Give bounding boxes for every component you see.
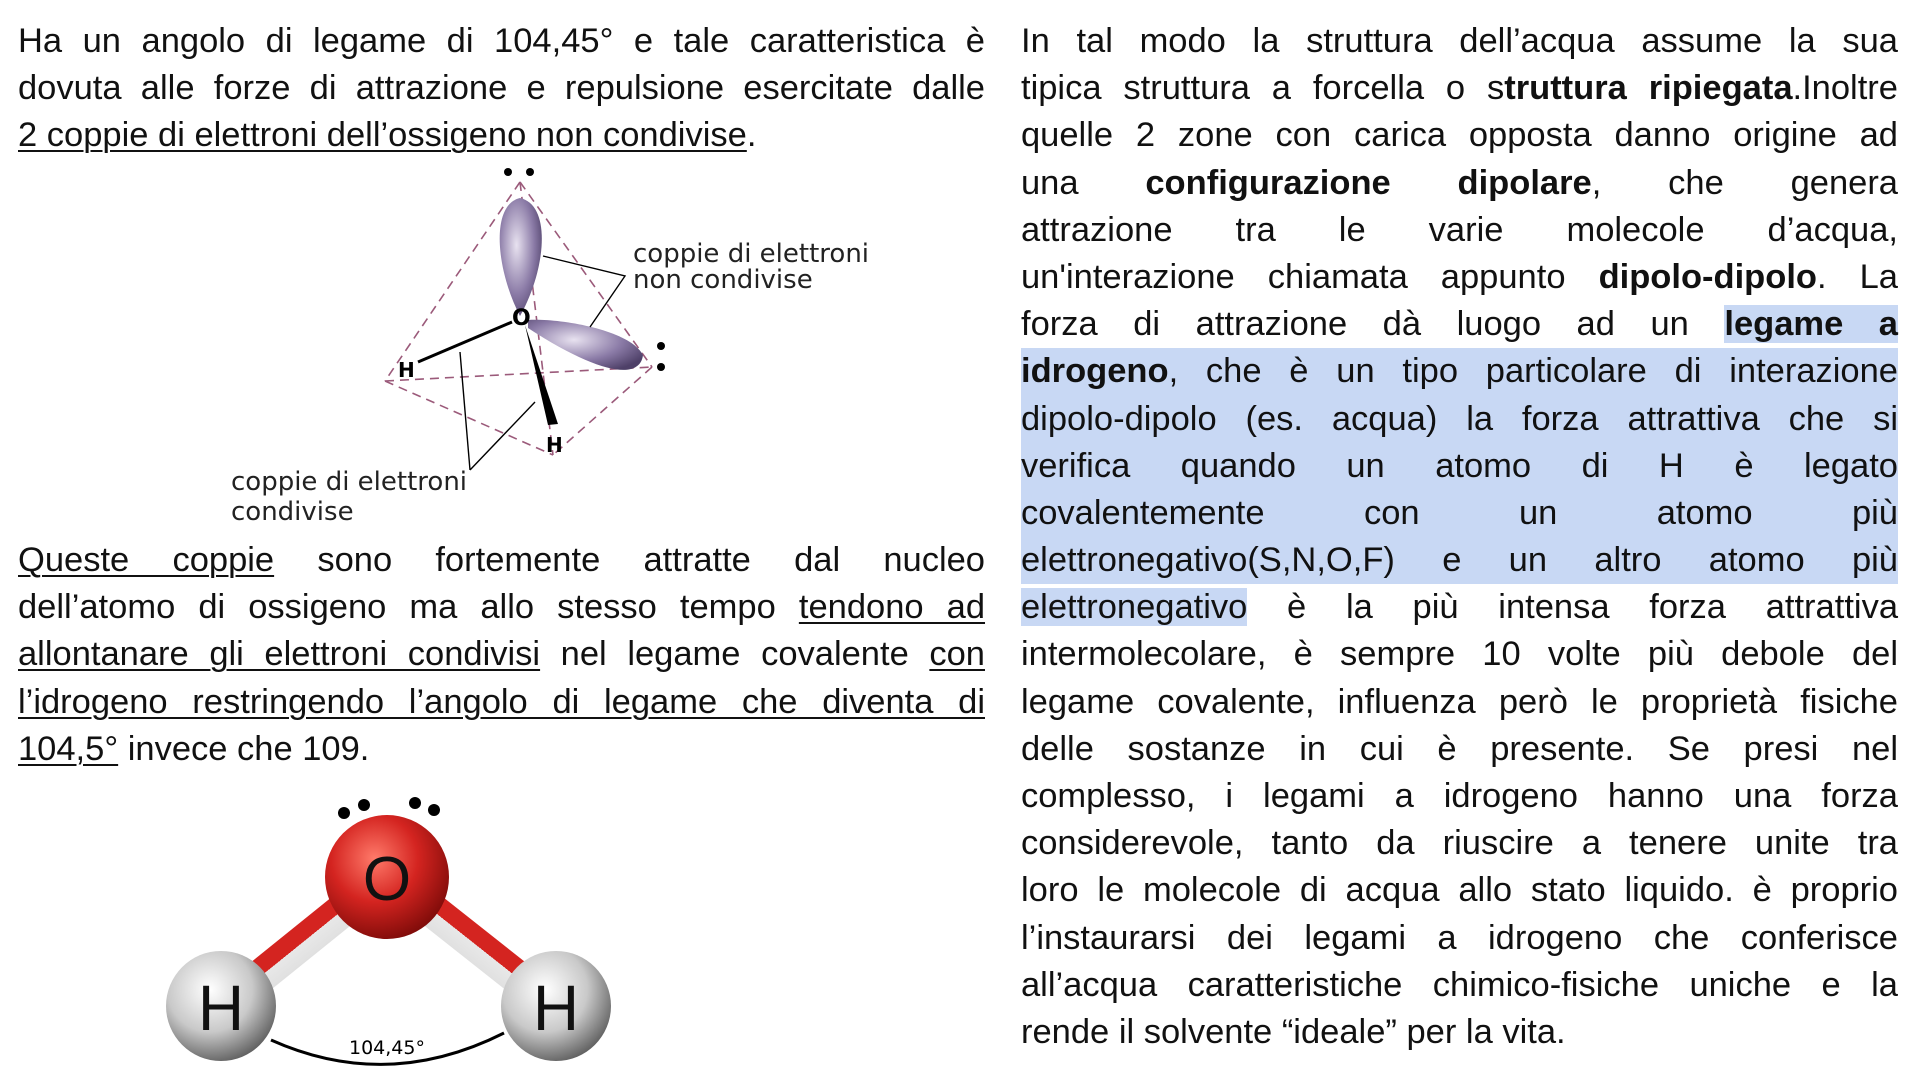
underlined-text: allontanare gli elettroni condivisi (18, 635, 541, 674)
text-run: . La (1816, 257, 1898, 296)
bold-text: truttura ripiegata (1504, 69, 1793, 108)
text-run: sono fortemente attratte dal nucleo (274, 541, 985, 580)
text-line (1021, 915, 1898, 962)
text-run: rende il solvente “ideale” per la vita. (1021, 1012, 1566, 1051)
text-run: l’instaurarsi dei legami a idrogeno che conferisce (1021, 918, 1898, 957)
bold-text: configurazione dipolare (1145, 163, 1592, 202)
text-line (1021, 301, 1898, 348)
highlighted-text: elettronegativo (1021, 588, 1248, 627)
text-line (18, 112, 985, 159)
text-line (1021, 490, 1898, 537)
text-line (1021, 820, 1898, 867)
water-molecule-model (166, 797, 611, 1064)
text-line (1021, 160, 1898, 207)
text-run: è la più intensa forza attrattiva (1247, 588, 1898, 627)
text-line (1021, 867, 1898, 914)
atom-h-left-label: H (398, 358, 415, 382)
underlined-text: l’idrogeno restringendo l’angolo di legame che diventa di (18, 682, 985, 721)
underlined-text: 2 coppie di elettroni dell’ossigeno non condivise (18, 116, 747, 155)
paragraph-hydrogen-bond (1021, 18, 1898, 1056)
text-line (1021, 773, 1898, 820)
atom-h-bottom-label: H (546, 433, 563, 457)
text-run: attrazione tra le varie molecole d’acqua, (1021, 210, 1898, 249)
underlined-text: tendono ad (798, 588, 986, 627)
text-run: legame covalente, influenza però le proprietà fisiche (1021, 682, 1898, 721)
text-line (1021, 112, 1898, 159)
text-run: . (746, 116, 757, 155)
text-run: una (1021, 163, 1146, 202)
bold-text: dipolo-dipolo (1598, 257, 1817, 296)
text-line (1021, 207, 1898, 254)
text-run: Ha un angolo di legame di 104,45° e tale caratteristica è (18, 22, 985, 60)
text-line (1021, 1009, 1898, 1056)
text-line (18, 726, 985, 773)
atom-o-label: O (512, 306, 531, 331)
text-run: covalentemente con un atomo più (1021, 493, 1898, 532)
text-line (1021, 254, 1898, 301)
text-line (1021, 18, 1898, 65)
text-run: , che è un tipo particolare di interazione (1168, 352, 1898, 391)
shared-pairs-label-line1: coppie di elettroni (231, 467, 468, 497)
text-run: quelle 2 zone con carica opposta danno origine ad (1021, 116, 1898, 155)
text-run: .Inoltre (1792, 69, 1898, 108)
text-line (1021, 679, 1898, 726)
right-column (1021, 18, 1898, 1056)
paragraph-bond-angle (18, 18, 985, 160)
text-run: forza di attrazione dà luogo ad un (1021, 305, 1725, 344)
text-line (1021, 348, 1898, 395)
text-line (1021, 726, 1898, 773)
text-line (18, 679, 985, 726)
text-run: un'interazione chiamata appunto (1021, 257, 1599, 296)
text-run: invece che 109. (118, 729, 370, 768)
text-run: loro le molecole di acqua allo stato liquido. è proprio (1021, 871, 1898, 910)
text-line (1021, 396, 1898, 443)
text-run: all’acqua caratteristiche chimico-fisiche uniche e la (1021, 965, 1898, 1004)
text-line (1021, 65, 1898, 112)
text-run: dell’atomo di ossigeno ma allo stesso tempo (18, 588, 799, 627)
text-run: complesso, i legami a idrogeno hanno una forza (1021, 777, 1898, 815)
underlined-text: con (929, 635, 985, 674)
text-run: In tal modo la struttura dell’acqua assume la sua (1021, 22, 1898, 60)
text-run: , che genera (1591, 163, 1898, 202)
text-line (1021, 537, 1898, 584)
text-run: intermolecolare, è sempre 10 volte più debole del (1021, 635, 1898, 674)
text-run: nel legame covalente (540, 635, 930, 674)
text-run: considerevole, tanto da riuscire a tenere unite tra (1021, 824, 1898, 863)
shared-pairs-label-line2: condivise (231, 497, 354, 527)
left-column (18, 18, 985, 773)
text-line (18, 584, 985, 631)
underlined-text: 104,5° (18, 729, 119, 768)
text-line (18, 65, 985, 112)
text-line (1021, 631, 1898, 678)
text-line (18, 537, 985, 584)
text-line (1021, 584, 1898, 631)
bold-text: idrogeno (1021, 352, 1169, 391)
highlighted-text: legame a (1724, 305, 1898, 344)
text-run: verifica quando un atomo di H è legato (1021, 446, 1898, 485)
text-line (1021, 962, 1898, 1009)
lone-pairs-label-line1: coppie di elettroni (633, 239, 870, 269)
text-run: elettronegativo(S,N,O,F) e un altro atomo più (1021, 541, 1898, 580)
lone-pairs-label-line2: non condivise (633, 265, 813, 295)
text-line (18, 631, 985, 678)
text-run: tipica struttura a forcella o s (1021, 69, 1505, 108)
text-run: delle sostanze in cui è presente. Se presi nel (1021, 729, 1898, 768)
text-line (18, 18, 985, 65)
text-run: dipolo-dipolo (es. acqua) la forza attrattiva che si (1021, 399, 1898, 438)
underlined-text: Queste coppie (18, 541, 275, 580)
text-run: dovuta alle forze di attrazione e repulsione esercitate dalle (18, 69, 985, 108)
paragraph-electron-pairs (18, 537, 985, 773)
angle-label: 104,45° (349, 1037, 425, 1059)
hydrogen-right-label: H (532, 972, 580, 1044)
oxygen-label: O (362, 845, 412, 914)
text-line (1021, 443, 1898, 490)
hydrogen-left-label: H (197, 972, 245, 1044)
